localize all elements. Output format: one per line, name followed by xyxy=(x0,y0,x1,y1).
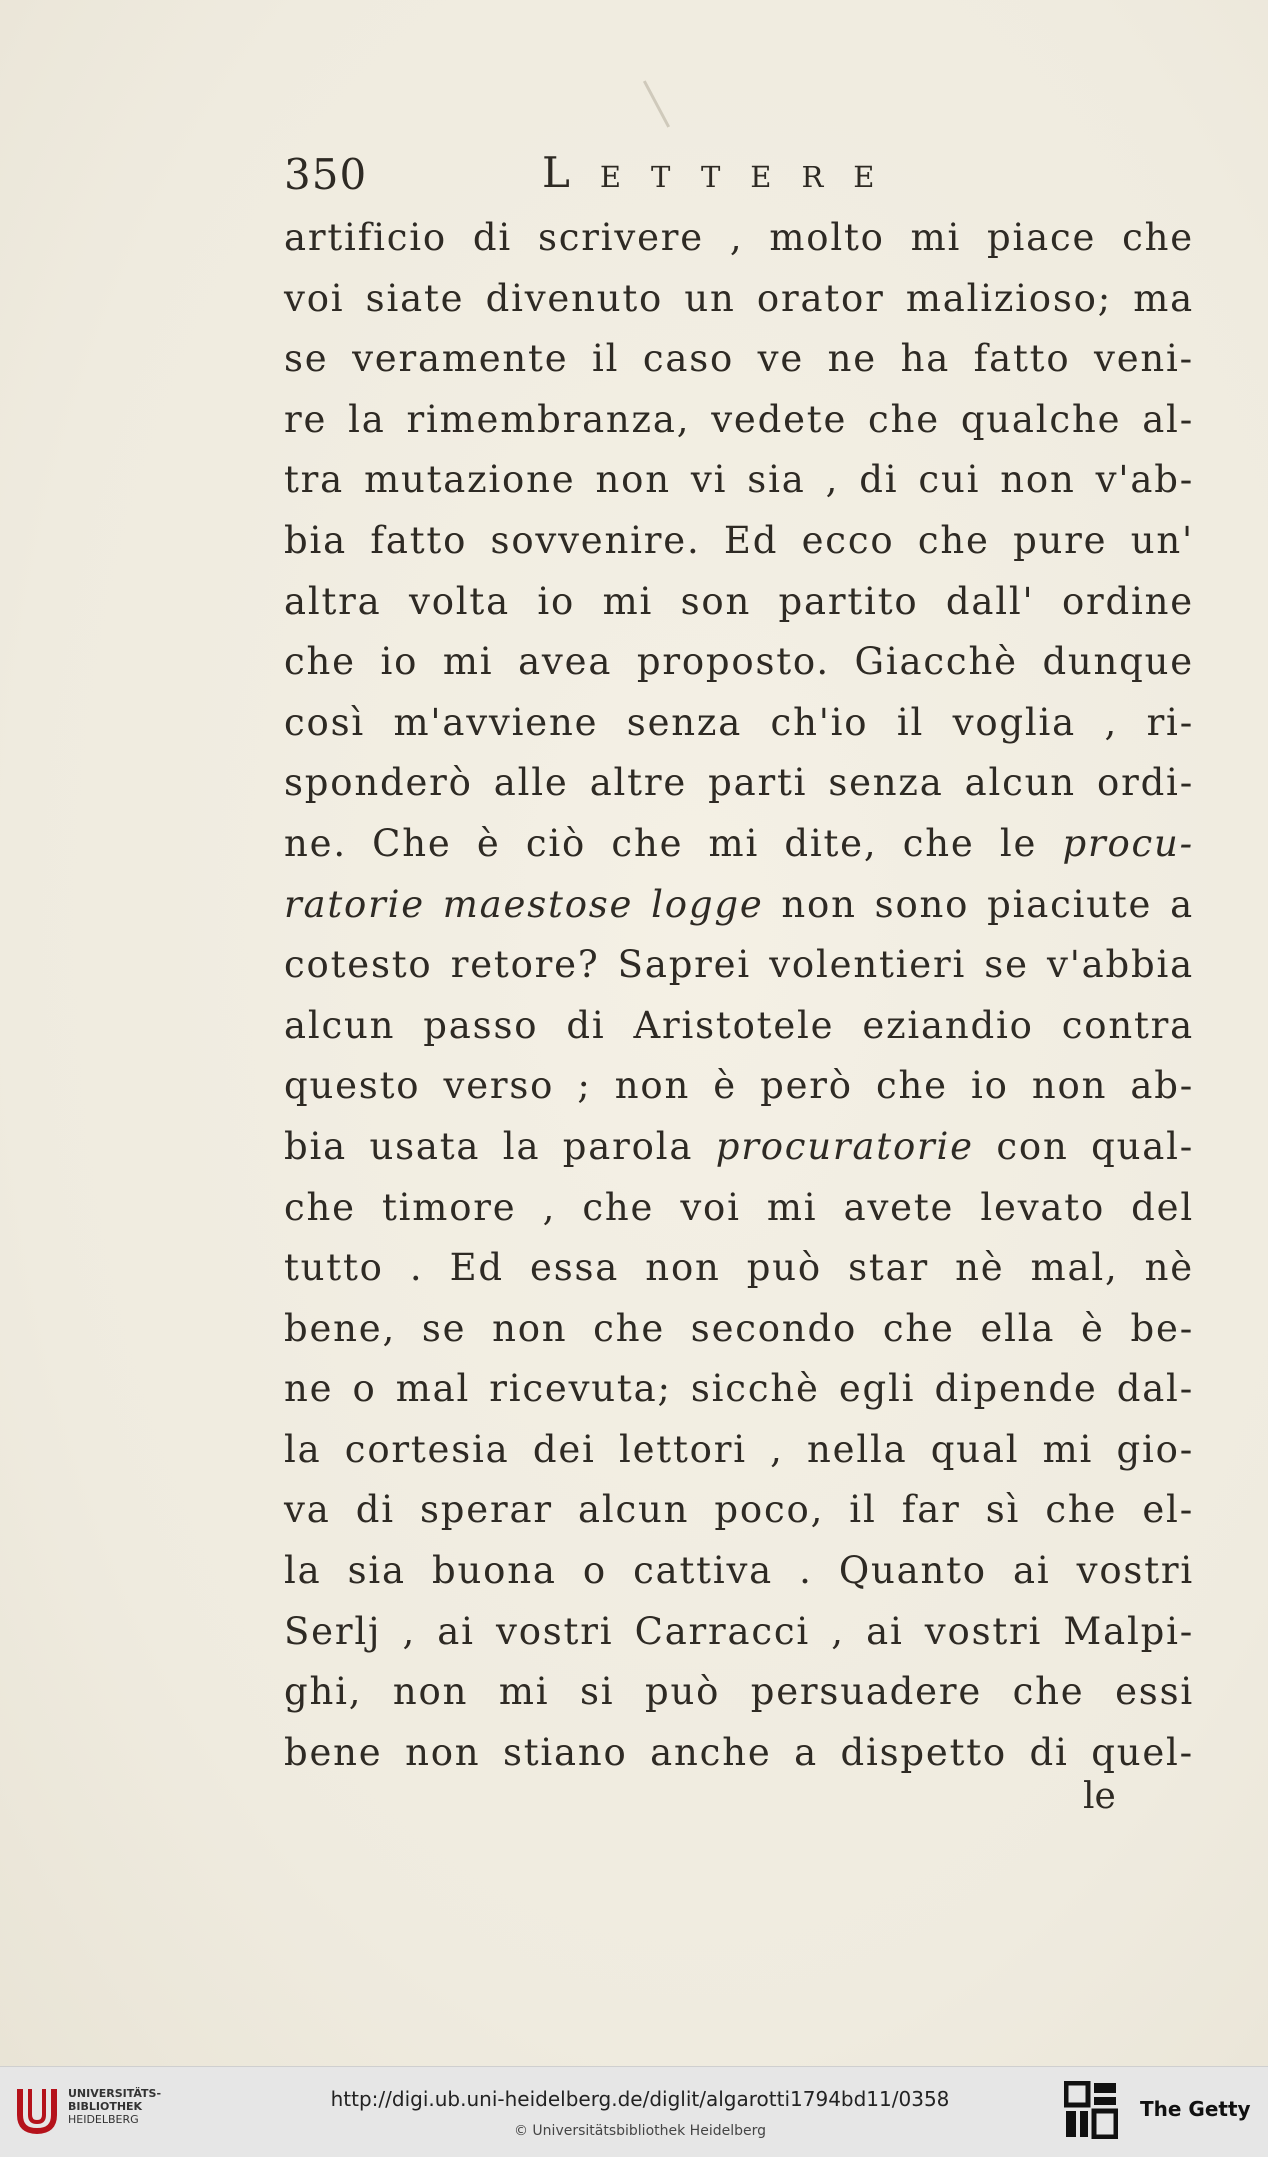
text-line xyxy=(284,935,1194,996)
text-line xyxy=(284,572,1194,633)
paper-blemish xyxy=(643,80,670,127)
text-line xyxy=(284,329,1194,390)
text-run: ne o mal ricevuta; sicchè egli dipende dal- xyxy=(284,1367,1194,1411)
text-line xyxy=(284,1480,1194,1541)
text-line xyxy=(284,450,1194,511)
text-run: ghi, non mi si può persuadere che essi xyxy=(284,1670,1194,1714)
body-text xyxy=(284,208,1194,1783)
text-line xyxy=(284,753,1194,814)
text-run: sponderò alle altre parti senza alcun ordi- xyxy=(284,761,1194,805)
university-library-logo-icon[interactable] xyxy=(14,2085,60,2137)
text-line xyxy=(284,1299,1194,1360)
text-run: altra volta io mi son partito dall' ordine xyxy=(284,579,1194,623)
text-run: così m'avviene senza ch'io il voglia , ri- xyxy=(284,700,1194,744)
text-run: tutto . Ed essa non può star nè mal, nè xyxy=(284,1246,1194,1290)
text-run: se veramente il caso ve ne ha fatto veni- xyxy=(284,337,1194,381)
text-run: bia fatto sovvenire. Ed ecco che pure un' xyxy=(284,518,1194,562)
text-run: alcun passo di Aristotele eziandio contra xyxy=(284,1003,1194,1047)
text-run: bia usata la parola xyxy=(284,1124,716,1168)
text-line xyxy=(284,1662,1194,1723)
text-line xyxy=(284,511,1194,572)
text-run: che timore , che voi mi avete levato del xyxy=(284,1185,1194,1229)
text-run: tra mutazione non vi sia , di cui non v'ab- xyxy=(284,458,1194,502)
text-line xyxy=(284,693,1194,754)
text-line xyxy=(284,632,1194,693)
text-run: re la rimembranza, vedete che qualche al- xyxy=(284,397,1194,441)
text-run: che io mi avea proposto. Giacchè dunque xyxy=(284,640,1194,684)
text-run: la cortesia dei lettori , nella qual mi gio- xyxy=(284,1427,1194,1471)
text-run: cotesto retore? Saprei volentieri se v'abbia xyxy=(284,943,1194,987)
page-number: 350 xyxy=(284,150,368,199)
text-run: ne. Che è ciò che mi dite, che le xyxy=(284,821,1063,865)
text-line xyxy=(284,208,1194,269)
text-line xyxy=(284,1602,1194,1663)
text-run: va di sperar alcun poco, il far sì che el- xyxy=(284,1488,1194,1532)
copyright-notice: © Universitätsbibliothek Heidelberg xyxy=(513,2123,766,2139)
library-name: UNIVERSITÄTS- BIBLIOTHEK HEIDELBERG xyxy=(68,2087,162,2126)
text-run: bene non stiano anche a dispetto di quel- xyxy=(284,1730,1194,1774)
text-run: non sono piaciute a xyxy=(763,882,1194,926)
text-line xyxy=(284,1178,1194,1239)
running-head: Lettere xyxy=(542,148,905,197)
text-line xyxy=(284,875,1194,936)
text-run: con qual- xyxy=(973,1124,1195,1168)
italic-phrase: procu- xyxy=(1062,821,1194,865)
text-line xyxy=(284,814,1194,875)
text-line xyxy=(284,1541,1194,1602)
text-run: artificio di scrivere , molto mi piace che xyxy=(284,216,1194,259)
text-run: la sia buona o cattiva . Quanto ai vostri xyxy=(284,1549,1194,1593)
text-run: Serlj , ai vostri Carracci , ai vostri Malpi- xyxy=(284,1609,1194,1653)
text-line xyxy=(284,1359,1194,1420)
text-line xyxy=(284,1723,1194,1784)
text-run: bene, se non che secondo che ella è be- xyxy=(284,1306,1194,1350)
permalink-url[interactable]: http://digi.ub.uni-heidelberg.de/diglit/algarotti1794bd11/0358 xyxy=(330,2087,950,2111)
text-line xyxy=(284,390,1194,451)
text-line xyxy=(284,996,1194,1057)
text-line xyxy=(284,1420,1194,1481)
page-header xyxy=(284,150,1184,210)
partner-name[interactable]: The Getty xyxy=(1140,2097,1251,2121)
italic-phrase: ratorie maestose logge xyxy=(284,882,764,926)
italic-phrase: procuratorie xyxy=(715,1124,974,1168)
text-line xyxy=(284,1117,1194,1178)
text-line xyxy=(284,269,1194,330)
text-run: voi siate divenuto un orator malizioso; ma xyxy=(284,276,1194,320)
text-line xyxy=(284,1238,1194,1299)
catchword: le xyxy=(1083,1776,1116,1817)
viewer-footer xyxy=(0,2066,1268,2157)
getty-logo-icon[interactable] xyxy=(1064,2081,1118,2139)
text-run: questo verso ; non è però che io non ab- xyxy=(284,1064,1194,1108)
text-line xyxy=(284,1056,1194,1117)
